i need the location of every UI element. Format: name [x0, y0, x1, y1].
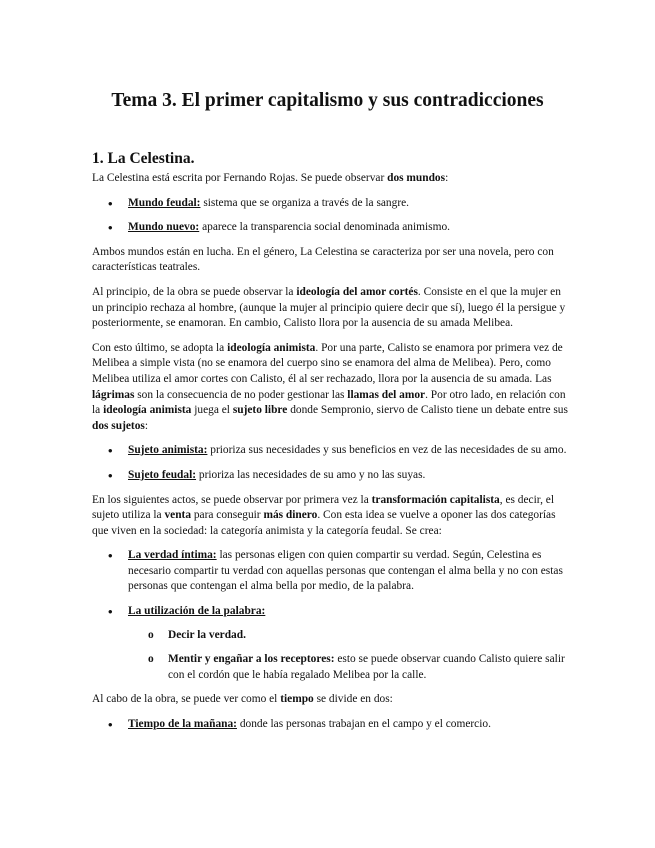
- section-heading: 1. La Celestina.: [92, 150, 195, 167]
- text-run: :: [445, 172, 449, 184]
- text-run: donde Sempronio, siervo de Calisto tiene un debate entre sus: [287, 404, 568, 417]
- creation-list: [92, 548, 572, 683]
- list-text: donde las personas trabajan en el campo y el comercio.: [236, 718, 491, 731]
- bold-text: dos sujetos: [92, 419, 145, 432]
- list-item: [92, 604, 572, 683]
- text-run: . Con esta idea se vuelve a oponer las dos categorías que viven en la sociedad: la categoría animista y la categoría feudal. Se crea:: [92, 509, 556, 537]
- bold-text: más dinero: [263, 509, 318, 522]
- text-run: En los siguientes actos, se puede observar por primera vez la: [92, 493, 372, 506]
- bold-text: llamas del amor: [347, 388, 426, 401]
- bold-text: transformación capitalista: [371, 493, 500, 506]
- list-term: La utilización de la palabra:: [128, 605, 266, 618]
- sublist-item: [128, 652, 572, 683]
- text-run: . Por otro lado, en relación con la: [92, 388, 566, 417]
- list-item: [92, 548, 572, 595]
- sublist-item: [128, 628, 572, 644]
- sublist-term: Mentir y engañar a los receptores:: [168, 653, 335, 666]
- list-text: las personas eligen con quien compartir su verdad. Según, Celestina es necesario compartir tu verdad con aquellas personas que contengan el alma bella y no con estas personas que contengan el alma bella por medio, de la palabra.: [128, 549, 563, 593]
- text-run: :: [144, 419, 149, 432]
- paragraph-courtly-love: [92, 285, 572, 332]
- text-run: juega el: [191, 404, 233, 417]
- paragraph-capitalist: [92, 493, 572, 540]
- bold-text: ideología animista: [227, 341, 316, 354]
- text-run: . Por una parte, Calisto se enamora por primera vez de Melibea a simple vista (no se enamora del cuerpo sino se enamora del alma de Melibea). Pero, como Melibea utiliza el amor cortes con Calisto, él al ser rechazado, llora por la ausencia de su amada. Las: [92, 341, 563, 385]
- list-item: [92, 220, 572, 236]
- document-title: Tema 3. El primer capitalismo y sus contradicciones: [111, 90, 544, 111]
- list-text: prioriza las necesidades de su amo y no las suyas.: [196, 468, 426, 481]
- list-item: [92, 196, 572, 212]
- list-item: [92, 468, 572, 484]
- bold-text: dos mundos: [387, 172, 446, 184]
- list-item: [92, 717, 572, 733]
- document-body: [92, 171, 572, 742]
- text-run: Al principio, de la obra se puede observar la: [92, 285, 297, 298]
- list-text: sistema que se organiza a través de la sangre.: [200, 196, 410, 209]
- list-term: Mundo feudal:: [128, 196, 201, 209]
- list-text: prioriza sus necesidades y sus beneficios en vez de las necesidades de su amo.: [207, 444, 567, 457]
- text-run: , es decir, el sujeto utiliza la: [92, 493, 555, 522]
- time-list: [92, 717, 572, 733]
- bold-text: lágrimas: [92, 388, 135, 401]
- bold-text: venta: [164, 509, 192, 522]
- bold-text: sujeto libre: [232, 404, 288, 417]
- bold-text: ideología del amor cortés: [296, 285, 418, 298]
- list-term: Sujeto feudal:: [128, 468, 197, 481]
- bold-text: ideología animista: [103, 404, 192, 417]
- list-item: [92, 443, 572, 459]
- text-run: se divide en dos:: [313, 693, 393, 706]
- paragraph-genre: Ambos mundos están en lucha. En el género, La Celestina se caracteriza por ser una novela, pero con características teatrales.: [92, 245, 554, 274]
- paragraph-intro: [92, 171, 572, 187]
- text-run: Con esto último, se adopta la: [92, 341, 228, 354]
- text-run: Al cabo de la obra, se puede ver como el: [92, 693, 281, 706]
- text-run: . Consiste en el que la mujer en un principio rechaza al hombre, (aunque la mujer al principio quiere decir que sí), luego él la persigue y posteriormente, se enamoran. En cambio, Calisto llora por la ausencia de su amada Melibea.: [92, 285, 566, 330]
- text-run: para conseguir: [191, 509, 264, 522]
- sublist-term: Decir la verdad.: [168, 628, 246, 641]
- paragraph-time: [92, 692, 572, 708]
- list-term: Tiempo de la mañana:: [128, 718, 237, 731]
- text-run: son la consecuencia de no poder gestionar las: [134, 388, 348, 401]
- sublist-text: esto se puede observar cuando Calisto quiere salir con el cordón que le había regalado Melibea por la calle.: [168, 653, 565, 681]
- list-text: aparece la transparencia social denominada animismo.: [199, 221, 451, 234]
- subjects-list: [92, 443, 572, 483]
- word-use-sublist: [128, 628, 572, 684]
- list-term: La verdad íntima:: [128, 549, 217, 562]
- list-term: Sujeto animista:: [128, 444, 208, 457]
- paragraph-animist: [92, 341, 572, 435]
- worlds-list: [92, 196, 572, 236]
- bold-text: tiempo: [280, 693, 314, 706]
- text-run: La Celestina está escrita por Fernando Rojas. Se puede observar: [92, 172, 388, 184]
- list-term: Mundo nuevo:: [128, 221, 200, 234]
